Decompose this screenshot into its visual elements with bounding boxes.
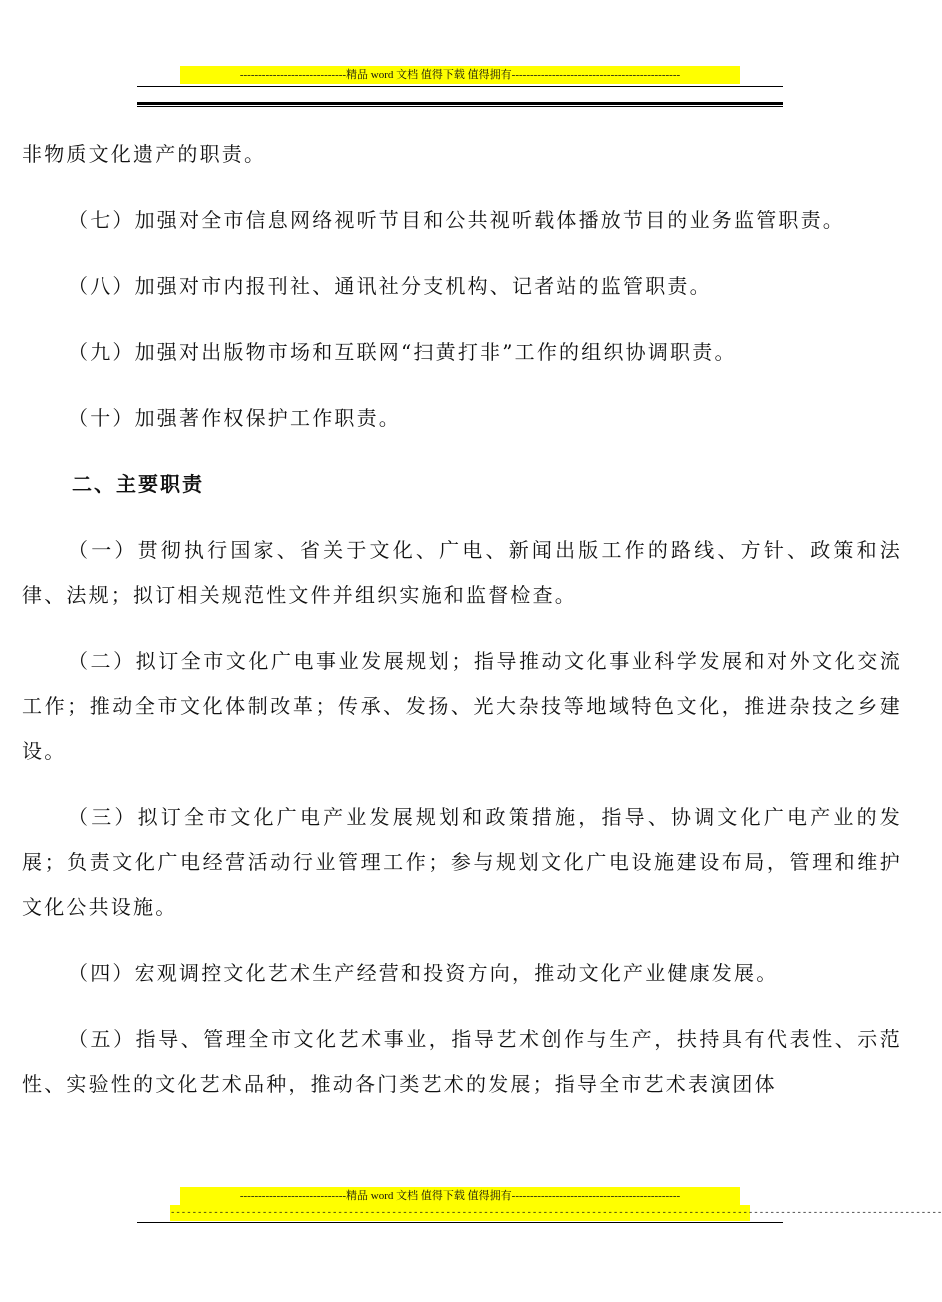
paragraph-item-10: （十）加强著作权保护工作职责。 [68, 406, 401, 430]
paragraph-continuation: 非物质文化遗产的职责。 [22, 142, 267, 166]
section-heading: 二、主要职责 [72, 472, 204, 496]
paragraph-item-8: （八）加强对市内报刊社、通讯社分支机构、记者站的监管职责。 [68, 274, 712, 298]
paragraph-duty-1: （一）贯彻执行国家、省关于文化、广电、新闻出版工作的路线、方针、政策和法律、法规；拟订相关规范性文件并组织实施和监督检查。 [22, 538, 902, 607]
footer-banner: -----------------------------精品 word 文档 值得下载 值得拥有---------------------------------------------- [180, 1187, 740, 1205]
header-rule-bottom [137, 106, 783, 107]
paragraph-duty-4: （四）宏观调控文化艺术生产经营和投资方向，推动文化产业健康发展。 [68, 961, 779, 985]
footer-dashes: ----------------------------------------------------------------------------------------------------------------------------------------------- [170, 1205, 750, 1221]
paragraph-duty-3: （三）拟订全市文化广电产业发展规划和政策措施，指导、协调文化广电产业的发展；负责文化广电经营活动行业管理工作；参与规划文化广电设施建设布局，管理和维护文化公共设施。 [22, 805, 902, 919]
header-banner: -----------------------------精品 word 文档 值得下载 值得拥有---------------------------------------------- [180, 66, 740, 84]
paragraph-duty-5: （五）指导、管理全市文化艺术事业，指导艺术创作与生产，扶持具有代表性、示范性、实验性的文化艺术品种，推动各门类艺术的发展；指导全市艺术表演团体 [22, 1027, 902, 1096]
footer-rule [137, 1222, 783, 1223]
header-rule-thin [137, 86, 783, 87]
paragraph-item-7: （七）加强对全市信息网络视听节目和公共视听载体播放节目的业务监管职责。 [68, 208, 845, 232]
paragraph-duty-2: （二）拟订全市文化广电事业发展规划；指导推动文化事业科学发展和对外文化交流工作；推动全市文化体制改革；传承、发扬、光大杂技等地域特色文化，推进杂技之乡建设。 [22, 649, 902, 763]
document-body [22, 132, 902, 1107]
paragraph-item-9: （九）加强对出版物市场和互联网“扫黄打非”工作的组织协调职责。 [68, 340, 737, 364]
